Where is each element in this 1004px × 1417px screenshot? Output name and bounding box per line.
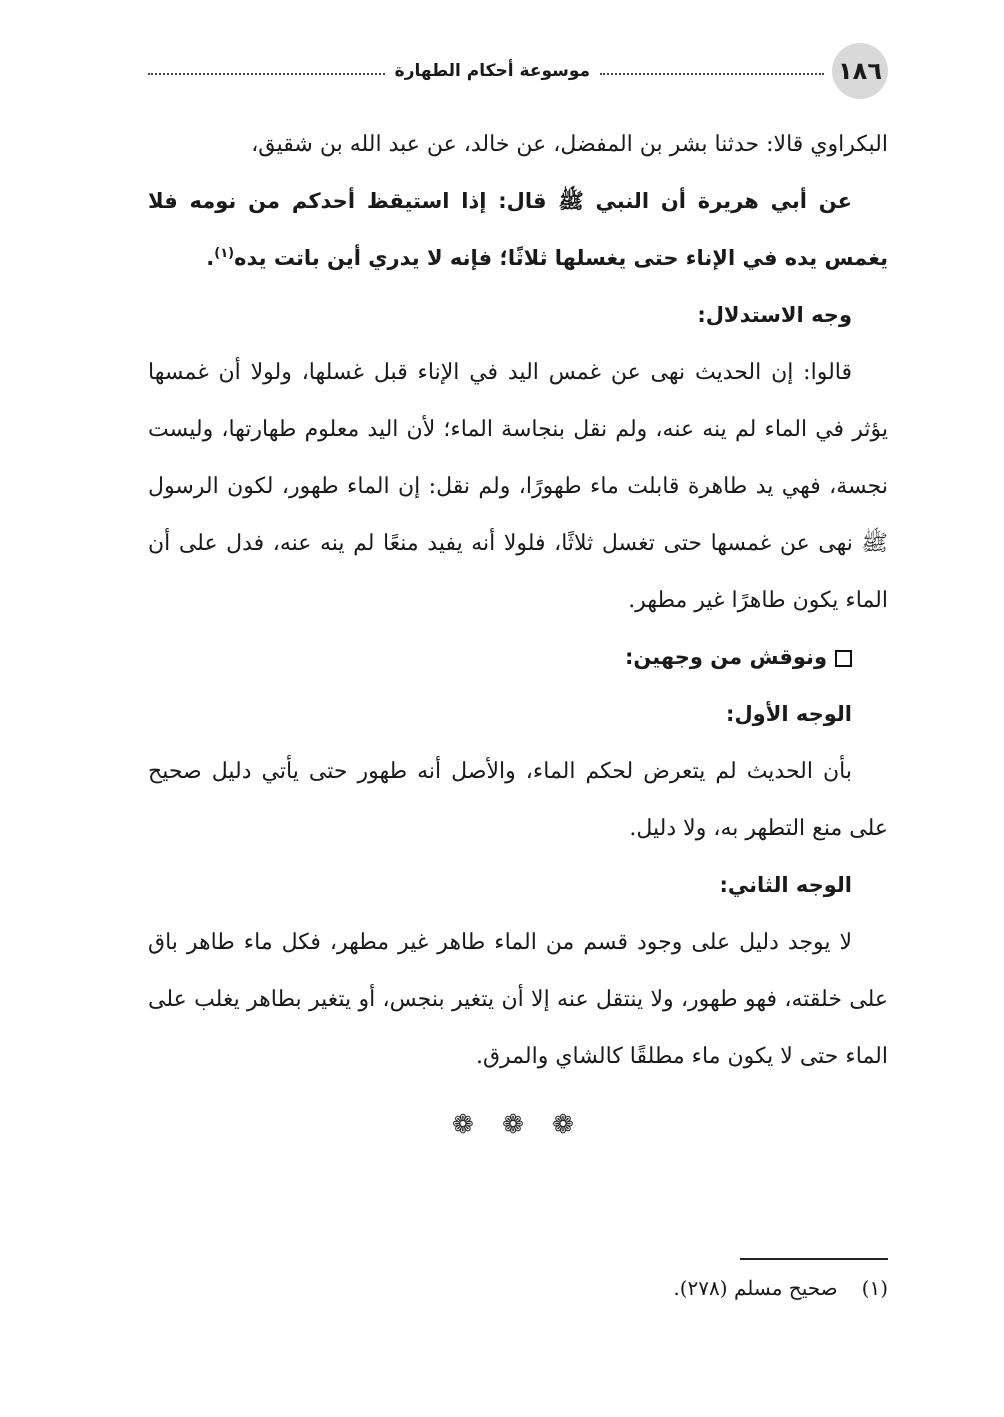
- header-dotted-leader: [600, 73, 824, 75]
- page-number: ١٨٦: [832, 43, 888, 99]
- footnote-text: صحيح مسلم (٢٧٨).: [673, 1276, 838, 1300]
- section-heading: [148, 629, 888, 686]
- main-text: [148, 116, 888, 1085]
- hadith-body: عن أبي هريرة أن النبي ﷺ قال: إذا استيقظ أحدكم من نومه فلا يغمس يده في الإناء حتى يغسلها ثلاثًا؛ فإنه لا يدري أين باتت يده: [148, 189, 888, 270]
- paragraph: بأن الحديث لم يتعرض لحكم الماء، والأصل أنه طهور حتى يأتي دليل صحيح على منع التطهر به، ولا دليل.: [148, 759, 888, 841]
- heading-text: ونوقش من وجهين:: [625, 645, 827, 669]
- header-dotted-leader: [148, 73, 385, 75]
- book-title: موسوعة أحكام الطهارة: [394, 61, 590, 81]
- paragraph: قالوا: إن الحديث نهى عن غمس اليد في الإناء قبل غسلها، ولولا أن غمسها يؤثر في الماء لم ينه عنه، ولم نقل بنجاسة الماء؛ لأن اليد معلوم طهارتها، وليست نجسة، فهي يد طاهرة قابلت ماء طهورًا، ولم نقل: إن الماء طهور، لكون الرسول ﷺ نهى عن غمسها حتى تغسل ثلاثًا، فلولا أنه يفيد منعًا لم ينه عنه، فدل على أن الماء يكون طاهرًا غير مطهر.: [148, 360, 888, 613]
- paragraph: البكراوي قالا: حدثنا بشر بن المفضل، عن خالد، عن عبد الله بن شقيق،: [251, 132, 888, 157]
- section-heading: الوجه الثاني:: [719, 873, 852, 897]
- hadith-text: [148, 173, 888, 287]
- checkbox-icon: [835, 650, 852, 667]
- page: [148, 40, 888, 1400]
- section-heading: الوجه الأول:: [726, 702, 852, 726]
- footnote-rule: [740, 1258, 888, 1260]
- footnote-ref[interactable]: (١): [214, 246, 235, 261]
- paragraph: لا يوجد دليل على وجود قسم من الماء طاهر غير مطهر، فكل ماء طاهر باق على خلقته، فهو طهور، ولا ينتقل عنه إلا أن يتغير بنجس، أو يتغير بطاهر يغلب على الماء حتى لا يكون ماء مطلقًا كالشاي والمرق.: [148, 930, 889, 1069]
- section-divider-ornaments: ❁ ❁ ❁: [452, 1110, 584, 1140]
- period: .: [206, 246, 215, 270]
- footnote-marker: (١): [861, 1276, 888, 1300]
- footnote: [673, 1276, 888, 1300]
- running-header: [148, 40, 888, 102]
- section-heading: وجه الاستدلال:: [697, 303, 852, 327]
